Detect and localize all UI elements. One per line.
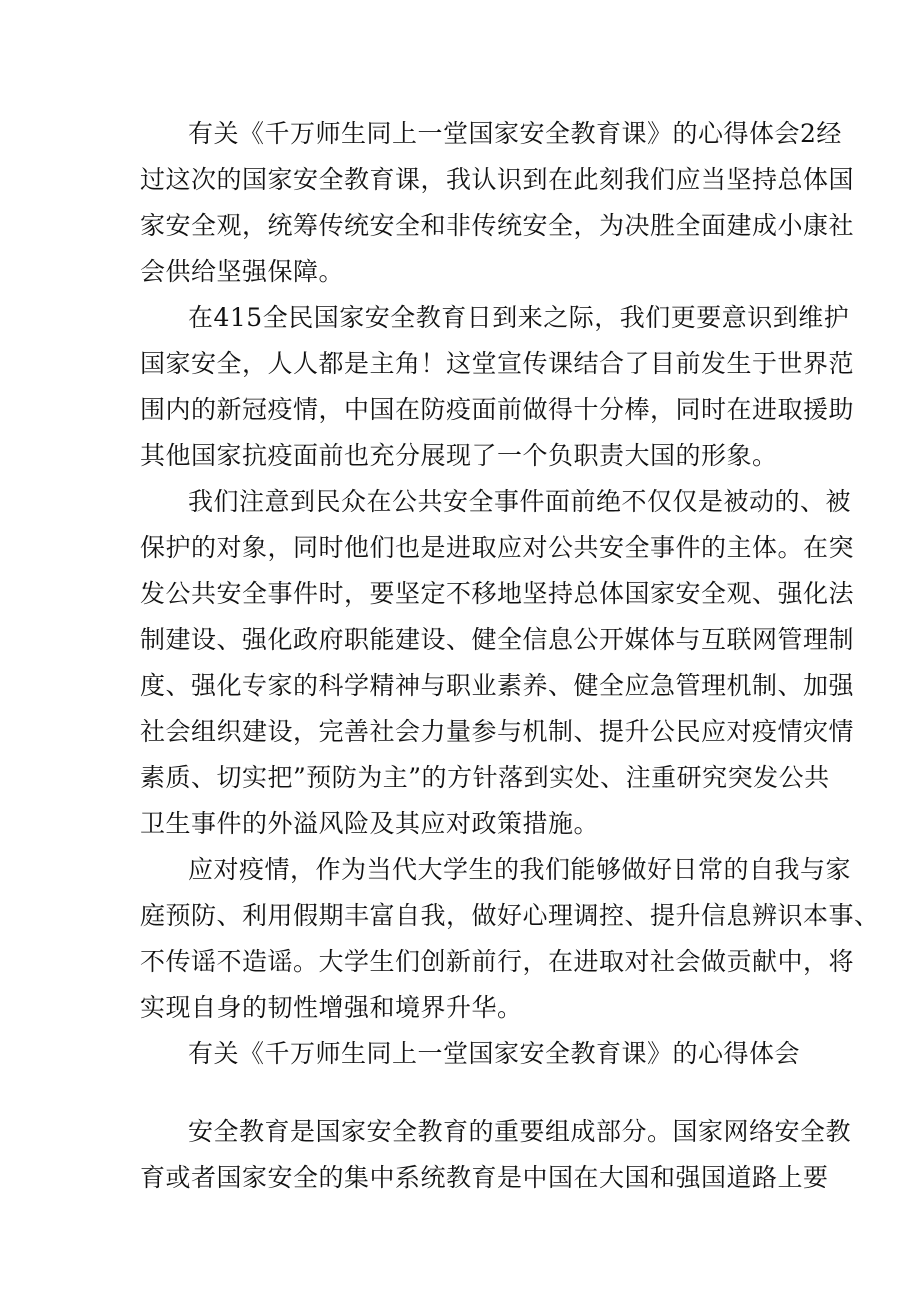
paragraph-3-line-6: 社会组织建设，完善社会力量参与机制、提升公民应对疫情灾情	[140, 717, 855, 746]
paragraph-5-line-1: 安全教育是国家安全教育的重要组成部分。国家网络安全教	[188, 1117, 852, 1146]
paragraph-4-line-4: 实现自身的韧性增强和境界升华。	[140, 993, 523, 1022]
paragraph-3-line-1: 我们注意到民众在公共安全事件面前绝不仅仅是被动的、被	[188, 487, 852, 516]
paragraph-1-line-2: 过这次的国家安全教育课，我认识到在此刻我们应当坚持总体国	[140, 165, 855, 194]
paragraph-4-line-1: 应对疫情，作为当代大学生的我们能够做好日常的自我与家	[188, 855, 852, 884]
paragraph-3-line-8: 卫生事件的外溢风险及其应对政策措施。	[140, 809, 600, 838]
paragraph-3-line-3: 发公共安全事件时，要坚定不移地坚持总体国家安全观、强化法	[140, 579, 855, 608]
paragraph-1-line-4: 会供给坚强保障。	[140, 257, 345, 286]
paragraph-3-line-7: 素质、切实把”预防为主”的方针落到实处、注重研究突发公共	[140, 763, 830, 792]
paragraph-4-line-2: 庭预防、利用假期丰富自我，做好心理调控、提升信息辨识本事、	[140, 901, 880, 930]
paragraph-1-line-1: 有关《千万师生同上一堂国家安全教育课》的心得体会2经	[188, 119, 842, 148]
paragraph-3-line-2: 保护的对象，同时他们也是进取应对公共安全事件的主体。在突	[140, 533, 855, 562]
paragraph-5-line-2: 育或者国家安全的集中系统教育是中国在大国和强国道路上要	[140, 1163, 829, 1192]
paragraph-3-line-5: 度、强化专家的科学精神与职业素养、健全应急管理机制、加强	[140, 671, 855, 700]
paragraph-4-line-3: 不传谣不造谣。大学生们创新前行，在进取对社会做贡献中，将	[140, 947, 855, 976]
section-title: 有关《千万师生同上一堂国家安全教育课》的心得体会	[188, 1039, 801, 1068]
paragraph-2-line-4: 其他国家抗疫面前也充分展现了一个负职责大国的形象。	[140, 441, 778, 470]
paragraph-2-line-3: 围内的新冠疫情，中国在防疫面前做得十分棒，同时在进取援助	[140, 395, 855, 424]
paragraph-3-line-4: 制建设、强化政府职能建设、健全信息公开媒体与互联网管理制	[140, 625, 855, 654]
paragraph-2-line-1: 在415全民国家安全教育日到来之际，我们更要意识到维护	[188, 303, 850, 332]
paragraph-2-line-2: 国家安全，人人都是主角！这堂宣传课结合了目前发生于世界范	[140, 349, 855, 378]
paragraph-1-line-3: 家安全观，统筹传统安全和非传统安全，为决胜全面建成小康社	[140, 211, 855, 240]
